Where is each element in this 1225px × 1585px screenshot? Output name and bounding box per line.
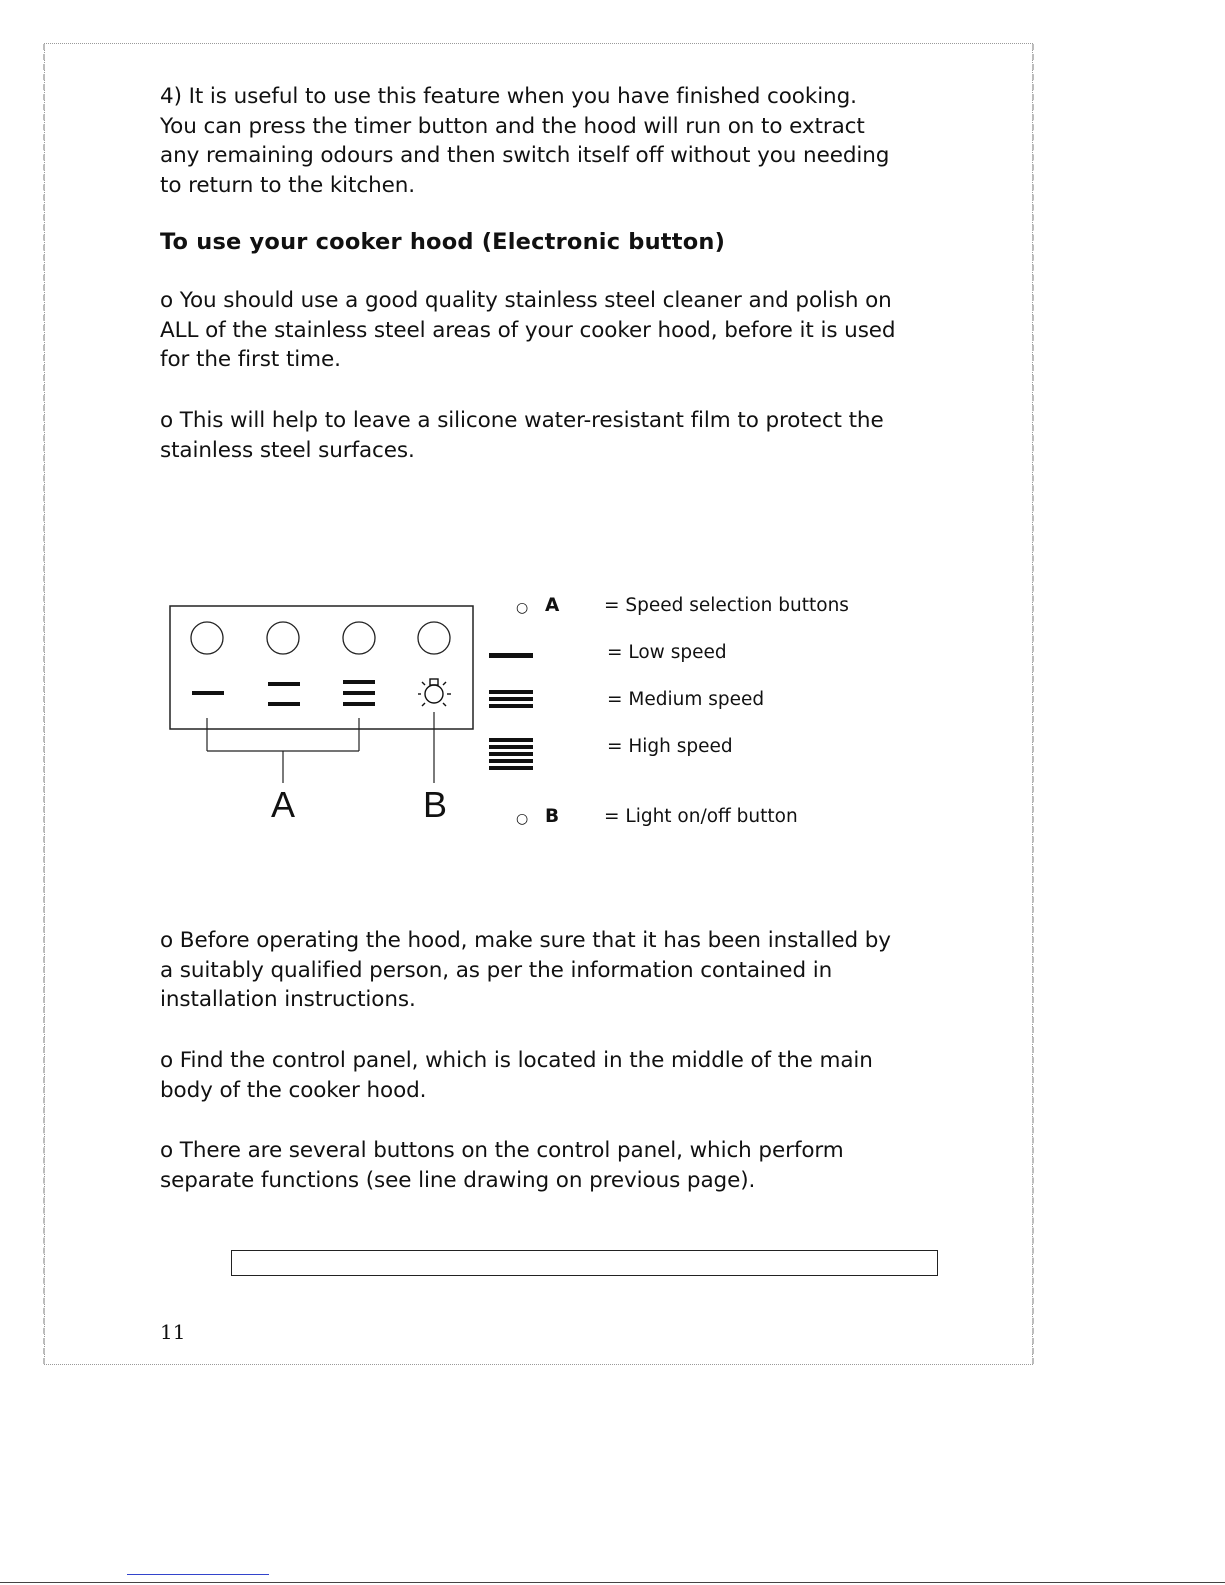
bottom-link-underline xyxy=(127,1574,269,1575)
legend-high-speed: = High speed xyxy=(607,736,733,757)
paragraph-control-panel-location: o Find the control panel, which is located in the middle of the main body of the cooker hood. xyxy=(160,1048,873,1103)
paragraph-buttons-functions: o There are several buttons on the control panel, which perform separate functions (see line drawing on previous page). xyxy=(160,1138,844,1193)
legend-speed-selection: = Speed selection buttons xyxy=(604,595,849,616)
callout-a-label: A xyxy=(271,784,296,825)
legend-low-speed: = Low speed xyxy=(607,642,727,663)
legend-key-a: A xyxy=(545,595,560,616)
legend-bullet-a: ○ xyxy=(516,600,529,616)
legend-bullet-b: ○ xyxy=(516,811,529,827)
bottom-rule xyxy=(0,1582,1225,1583)
legend-key-b: B xyxy=(545,806,560,827)
page-number: 11 xyxy=(160,1320,186,1344)
paragraph-stainless-cleaner: o You should use a good quality stainless steel cleaner and polish on ALL of the stainless steel areas of your cooker hood, before it is used for the first time. xyxy=(160,288,896,373)
legend-medium-speed: = Medium speed xyxy=(607,689,765,710)
callout-b-label: B xyxy=(423,784,448,825)
empty-note-box xyxy=(231,1250,938,1276)
paragraph-silicone-film: o This will help to leave a silicone water-resistant film to protect the stainless steel surfaces. xyxy=(160,408,884,463)
paragraph-installation: o Before operating the hood, make sure that it has been installed by a suitably qualified person, as per the information contained in installation instructions. xyxy=(160,928,891,1013)
section-heading: To use your cooker hood (Electronic button) xyxy=(160,229,726,255)
legend-light-button: = Light on/off button xyxy=(604,806,798,827)
paragraph-timer-feature: 4) It is useful to use this feature when you have finished cooking. You can press the timer button and the hood will run on to extract any remaining odours and then switch itself off without you needing to return to the kitchen. xyxy=(160,84,890,198)
